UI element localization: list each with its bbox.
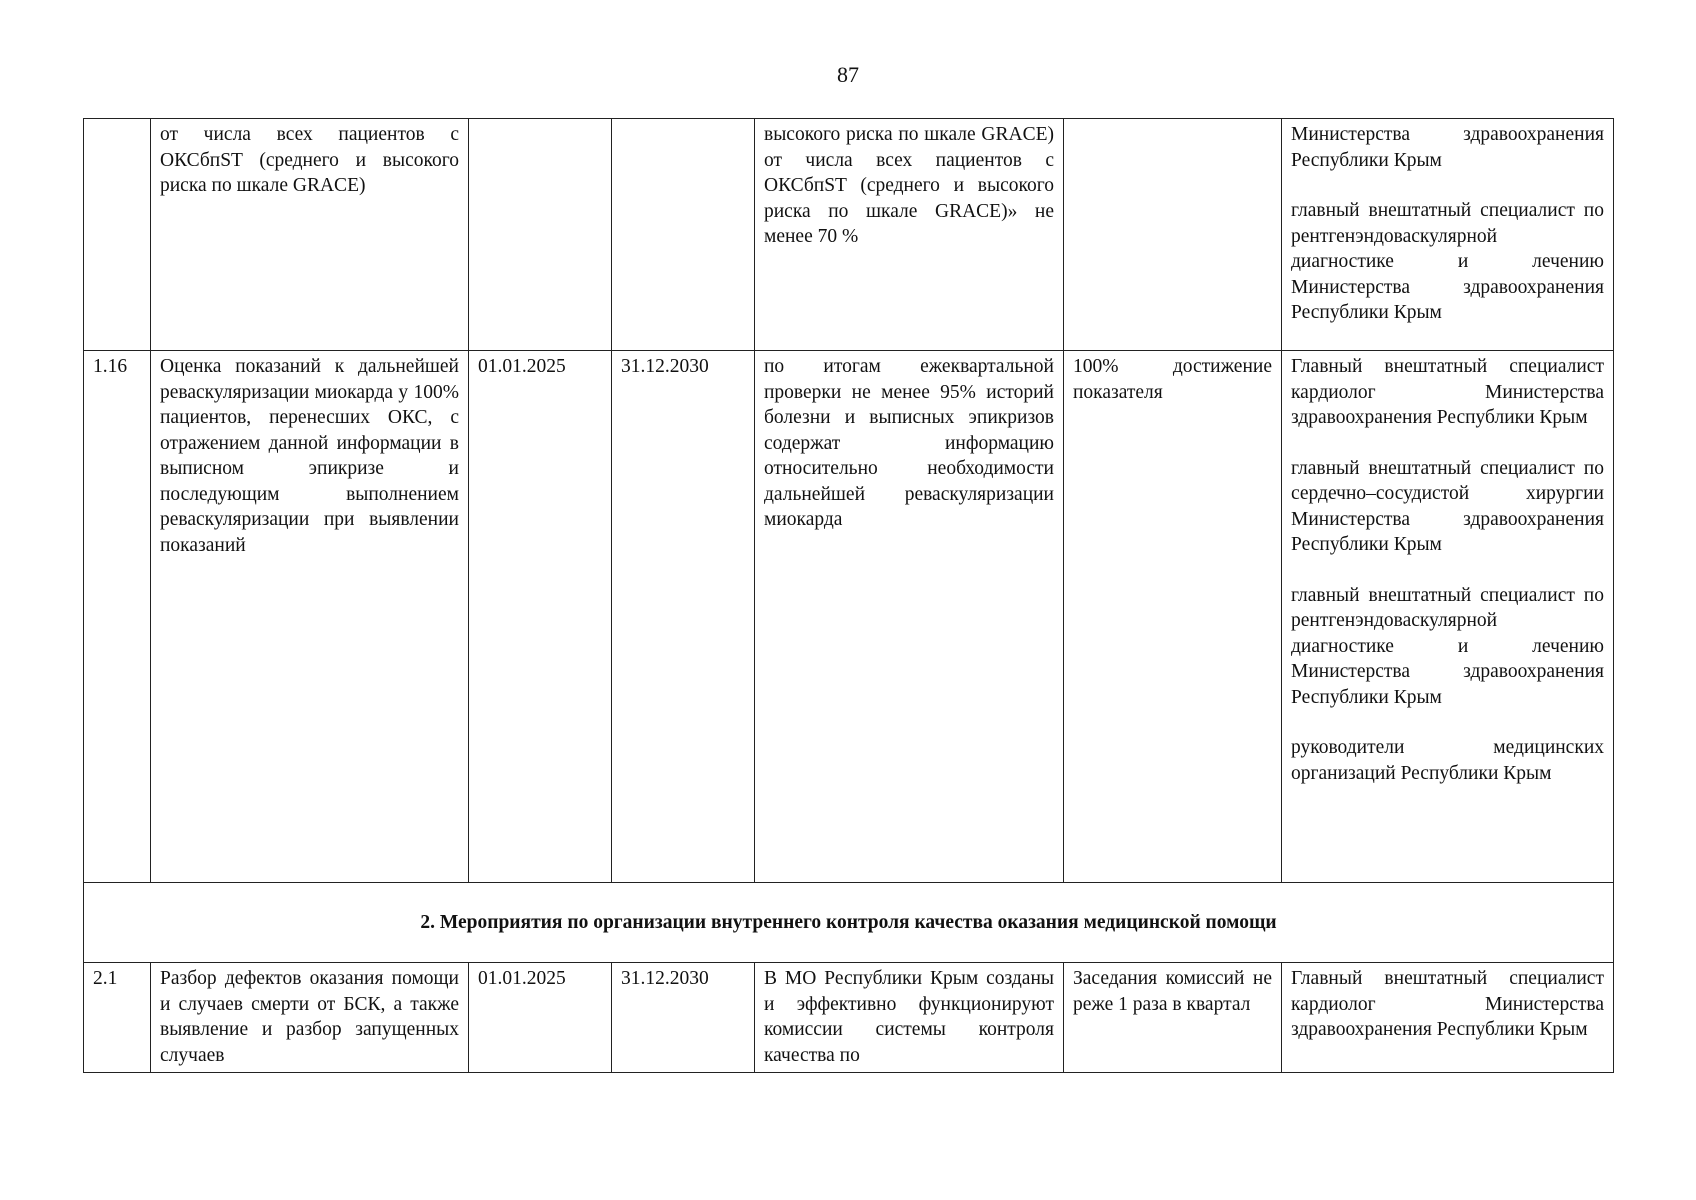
- cell-number: 2.1: [84, 963, 151, 1073]
- cell-start-date: 01.01.2025: [469, 351, 612, 883]
- responsible-text: руководители медицинских организаций Республики Крым: [1291, 737, 1604, 784]
- responsible-text: главный внештатный специалист по сердечно–сосудистой хирургии Министерства здравоохранения Республики Крым: [1291, 457, 1604, 555]
- indicator-text: В МО Республики Крым созданы и эффективно функционируют комиссии системы контроля качества по: [764, 968, 1054, 1066]
- cell-indicator: [755, 963, 1064, 1073]
- section-title: 2. Мероприятия по организации внутреннего контроля качества оказания медицинской помощи: [84, 883, 1614, 963]
- responsible-text: главный внештатный специалист по рентгенэндоваскулярной диагностике и лечению Министерства здравоохранения Республики Крым: [1291, 584, 1604, 708]
- measure-name-text: Разбор дефектов оказания помощи и случаев смерти от БСК, а также выявление и разбор запущенных случаев: [160, 968, 459, 1066]
- page-number: 87: [837, 62, 859, 87]
- indicator-text: по итогам ежеквартальной проверки не менее 95% историй болезни и выписных эпикризов содержат информацию относительно необходимости дальнейшей реваскуляризации миокарда: [764, 356, 1054, 530]
- cell-result: [1064, 351, 1282, 883]
- cell-start-date: 01.01.2025: [469, 963, 612, 1073]
- measure-name-text: Оценка показаний к дальнейшей реваскуляризации миокарда у 100% пациентов, перенесших ОКС, с отражением данной информации в выписном эпикризе и последующим выполнением реваскуляризации при выявлении показаний: [160, 356, 459, 556]
- cell-end-date: 31.12.2030: [612, 351, 755, 883]
- table-row-2-1: [84, 963, 1614, 1073]
- table-row-continued: [84, 119, 1614, 351]
- cell-measure-name: [151, 119, 469, 351]
- cell-start-date: [469, 119, 612, 351]
- responsible-text: главный внештатный специалист по рентгенэндоваскулярной диагностике и лечению Министерства здравоохранения Республики Крым: [1291, 200, 1604, 323]
- cell-responsible: [1282, 119, 1614, 351]
- cell-indicator: [755, 351, 1064, 883]
- measures-table: [83, 118, 1614, 1073]
- indicator-text: высокого риска по шкале GRACE) от числа всех пациентов с ОКСбпST (среднего и высокого риска по шкале GRACE)» не менее 70 %: [764, 124, 1054, 247]
- responsible-text: Главный внештатный специалист кардиолог Министерства здравоохранения Республики Крым: [1291, 968, 1604, 1040]
- cell-result: [1064, 119, 1282, 351]
- cell-indicator: [755, 119, 1064, 351]
- cell-measure-name: [151, 351, 469, 883]
- cell-number: [84, 119, 151, 351]
- cell-number: 1.16: [84, 351, 151, 883]
- cell-result: [1064, 963, 1282, 1073]
- cell-measure-name: [151, 963, 469, 1073]
- responsible-text: Министерства здравоохранения Республики Крым: [1291, 124, 1604, 171]
- cell-responsible: [1282, 351, 1614, 883]
- result-text: Заседания комиссий не реже 1 раза в квартал: [1073, 968, 1272, 1015]
- measure-name-text: от числа всех пациентов с ОКСбпST (среднего и высокого риска по шкале GRACE): [160, 124, 459, 196]
- responsible-text: Главный внештатный специалист кардиолог Министерства здравоохранения Республики Крым: [1291, 356, 1604, 428]
- table-row-1-16: [84, 351, 1614, 883]
- cell-end-date: 31.12.2030: [612, 963, 755, 1073]
- cell-end-date: [612, 119, 755, 351]
- result-text: 100% достижение показателя: [1073, 356, 1272, 403]
- section-header-row: [84, 883, 1614, 963]
- cell-responsible: [1282, 963, 1614, 1073]
